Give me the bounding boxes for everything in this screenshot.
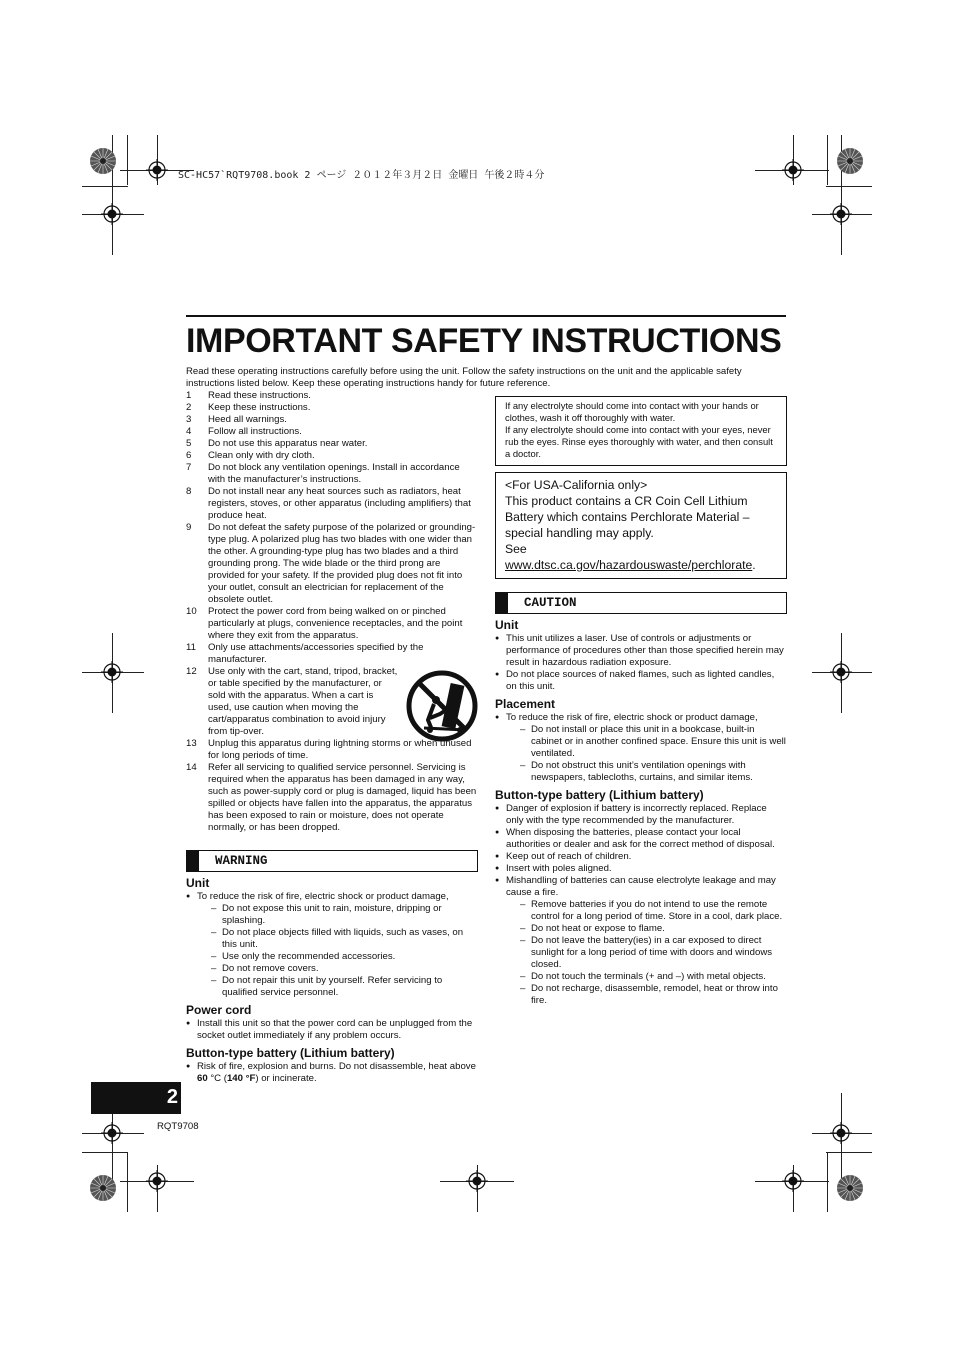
list-item: ● Danger of explosion if battery is incorrectly replaced. Replace only with the type recommended by the manufacturer. <box>495 803 787 827</box>
warning-unit-list <box>186 891 478 999</box>
list-item: – Do not leave the battery(ies) in a car exposed to direct sunlight for a long period of time with doors and windows closed. <box>520 935 787 971</box>
list-item: 12 Use only with the cart, stand, tripod, bracket, or table specified by the manufacturer, or sold with the apparatus. When a cart is used, use caution when moving the cart/apparatus combination to avoid injury from tip-over. <box>186 666 478 738</box>
list-item: – Do not expose this unit to rain, moisture, dripping or splashing. <box>211 903 478 927</box>
list-item: – Do not recharge, disassemble, remodel, heat or throw into fire. <box>520 983 787 1007</box>
page-number-tab <box>91 1082 181 1114</box>
starburst-target-icon <box>89 1174 117 1207</box>
document-code: RQT9708 <box>157 1121 199 1132</box>
page-number: 2 <box>166 1086 178 1108</box>
list-item: ● Do not place sources of naked flames, such as lighted candles, on this unit. <box>495 669 787 693</box>
electrolyte-eyes-text: If any electrolyte should come into contact with your eyes, never rub the eyes. Rinse eyes thoroughly with water, and then consult a doctor. <box>505 424 773 459</box>
registration-mark-icon <box>101 1122 123 1144</box>
list-item: 4 Follow all instructions. <box>186 426 302 437</box>
list-item: – Do not touch the terminals (+ and –) with metal objects. <box>520 971 787 983</box>
warning-banner <box>186 850 478 872</box>
list-item: 2 Keep these instructions. <box>186 402 311 413</box>
list-item: ● To reduce the risk of fire, electric shock or product damage, – Do not install or place this unit in a bookcase, built-in cabinet or in another confined space. Ensure this unit is well ventilated. – Do not obstruct this unit’s ventilation openings with newspapers, tablecloths, curtains, and similar items. <box>495 712 787 784</box>
list-item: ● Risk of fire, explosion and burns. Do not disassemble, heat above 60 °C (140 °F) or incinerate. <box>186 1061 478 1085</box>
caution-battery-heading: Button-type battery (Lithium battery) <box>495 788 704 802</box>
perchlorate-link[interactable]: www.dtsc.ca.gov/hazardouswaste/perchlorate <box>505 558 753 572</box>
caution-unit-list <box>495 633 787 693</box>
list-item: 1 Read these instructions. <box>186 390 311 401</box>
list-item: – Do not place objects filled with liquids, such as vases, on this unit. <box>211 927 478 951</box>
list-item: 3 Heed all warnings. <box>186 414 287 425</box>
california-body: This product contains a CR Coin Cell Lithium Battery which contains Perchlorate Material – special handling may apply. <box>505 494 750 540</box>
caution-placement-heading: Placement <box>495 697 556 711</box>
registration-mark-icon <box>466 1170 488 1192</box>
registration-mark-icon <box>101 661 123 683</box>
registration-mark-icon <box>782 1170 804 1192</box>
cart-tipover-warning-icon <box>406 670 478 742</box>
california-see-line: See www.dtsc.ca.gov/hazardouswaste/perchlorate. <box>505 542 756 572</box>
list-item: ● Insert with poles aligned. <box>495 863 787 875</box>
list-item: 14 Refer all servicing to qualified service personnel. Servicing is required when the apparatus has been damaged in any way, such as power-supply cord or plug is damaged, liquid has been spilled or objects have fallen into the apparatus, the apparatus has been exposed to rain or moisture, does not operate normally, or has been dropped. <box>186 762 477 833</box>
page-title: IMPORTANT SAFETY INSTRUCTIONS <box>186 322 782 360</box>
list-item: 8 Do not install near any heat sources such as radiators, heat registers, stoves, or other apparatus (including amplifiers) that produce heat. <box>186 486 471 521</box>
list-item: – Do not repair this unit by yourself. Refer servicing to qualified service personnel. <box>211 975 478 999</box>
list-item: – Do not install or place this unit in a bookcase, built-in cabinet or in another confined space. Ensure this unit is well ventilated. <box>520 724 787 760</box>
list-item: ● This unit utilizes a laser. Use of controls or adjustments or performance of procedures other than those specified herein may result in hazardous radiation exposure. <box>495 633 787 669</box>
intro-paragraph: Read these operating instructions carefully before using the unit. Follow the safety instructions on the unit and the applicable safety instructions listed below. Keep these operating instructions handy for future reference. <box>186 366 742 389</box>
caution-label: CAUTION <box>524 596 577 610</box>
electrolyte-notice-box <box>495 396 787 466</box>
title-rule <box>186 315 786 317</box>
california-heading: <For USA-California only> <box>505 478 648 492</box>
list-item: ● When disposing the batteries, please contact your local authorities or dealer and ask for the correct method of disposal. <box>495 827 787 851</box>
list-item: ● To reduce the risk of fire, electric shock or product damage, – Do not expose this unit to rain, moisture, dripping or splashing. – Do not place objects filled with liquids, such as vases, on this unit. – Use only the recommended accessories. – Do not remove covers. – Do not repair this unit by yourself. Refer servicing to qualified service personnel. <box>186 891 478 999</box>
list-item: 9 Do not defeat the safety purpose of the polarized or grounding-type plug. A polarized plug has two blades with one wider than the other. A grounding-type plug has two blades and a third grounding prong. The wide blade or the third prong are provided for your safety. If the provided plug does not fit into your outlet, consult an electrician for replacement of the obsolete outlet. <box>186 522 476 605</box>
registration-mark-icon <box>782 159 804 181</box>
warning-battery-list <box>186 1061 478 1085</box>
list-item: 6 Clean only with dry cloth. <box>186 450 315 461</box>
list-item: ● Keep out of reach of children. <box>495 851 787 863</box>
list-item: – Use only the recommended accessories. <box>211 951 478 963</box>
list-item: 10 Protect the power cord from being walked on or pinched particularly at plugs, convenience receptacles, and the point where they exit from the apparatus. <box>186 606 463 641</box>
warning-power-heading: Power cord <box>186 1003 252 1017</box>
california-notice-box <box>495 472 787 579</box>
left-column <box>186 390 478 1085</box>
list-item: 5 Do not use this apparatus near water. <box>186 438 368 449</box>
registration-mark-icon <box>830 203 852 225</box>
list-item: – Remove batteries if you do not intend to use the remote control for a long period of time. Store in a cool, dark place. <box>520 899 787 923</box>
caution-unit-heading: Unit <box>495 618 519 632</box>
registration-mark-icon <box>830 661 852 683</box>
list-item: ● Mishandling of batteries can cause electrolyte leakage and may cause a fire. – Remove batteries if you do not intend to use the remote control for a long period of time. Store in a cool, dark place. – Do not heat or expose to flame. – Do not leave the battery(ies) in a car exposed to direct sunlight for a long period of time with doors and windows closed. – Do not touch the terminals (+ and –) with metal objects. – Do not recharge, disassemble, remodel, heat or throw into fire. <box>495 875 787 1007</box>
warning-unit-dash-list <box>197 903 478 999</box>
list-item: – Do not heat or expose to flame. <box>520 923 787 935</box>
registration-mark-icon <box>101 203 123 225</box>
list-item: 7 Do not block any ventilation openings. Install in accordance with the manufacturer’s instructions. <box>186 462 460 485</box>
warning-battery-heading: Button-type battery (Lithium battery) <box>186 1046 395 1060</box>
list-item: – Do not obstruct this unit’s ventilation openings with newspapers, tablecloths, curtains, and similar items. <box>520 760 787 784</box>
warning-unit-heading: Unit <box>186 876 210 890</box>
list-item: – Do not remove covers. <box>211 963 478 975</box>
registration-mark-icon <box>830 1122 852 1144</box>
list-item: 13 Unplug this apparatus during lightning storms or when unused for long periods of time. <box>186 738 472 761</box>
registration-mark-icon <box>146 1170 168 1192</box>
electrolyte-hands-text: If any electrolyte should come into contact with your hands or clothes, wash it off thoroughly with water. <box>505 400 759 423</box>
caution-battery-dash-list <box>506 899 787 1007</box>
instruction-list <box>186 390 478 834</box>
warning-label: WARNING <box>215 854 268 868</box>
registration-mark-icon <box>146 159 168 181</box>
starburst-target-icon <box>89 147 117 180</box>
list-item: 11 Only use attachments/accessories specified by the manufacturer. <box>186 642 424 665</box>
list-item: ● Install this unit so that the power cord can be unplugged from the socket outlet immediately if any problem occurs. <box>186 1018 478 1042</box>
warning-power-list <box>186 1018 478 1042</box>
starburst-target-icon <box>836 1174 864 1207</box>
caution-placement-dash-list <box>506 724 787 784</box>
print-file-header: SC-HC57`RQT9708.book 2 ページ ２０１２年３月２日 金曜日 午後２時４分 <box>178 170 545 181</box>
caution-banner <box>495 592 787 614</box>
caution-battery-list <box>495 803 787 1007</box>
caution-placement-list <box>495 712 787 784</box>
starburst-target-icon <box>836 147 864 180</box>
right-column <box>495 396 787 1007</box>
